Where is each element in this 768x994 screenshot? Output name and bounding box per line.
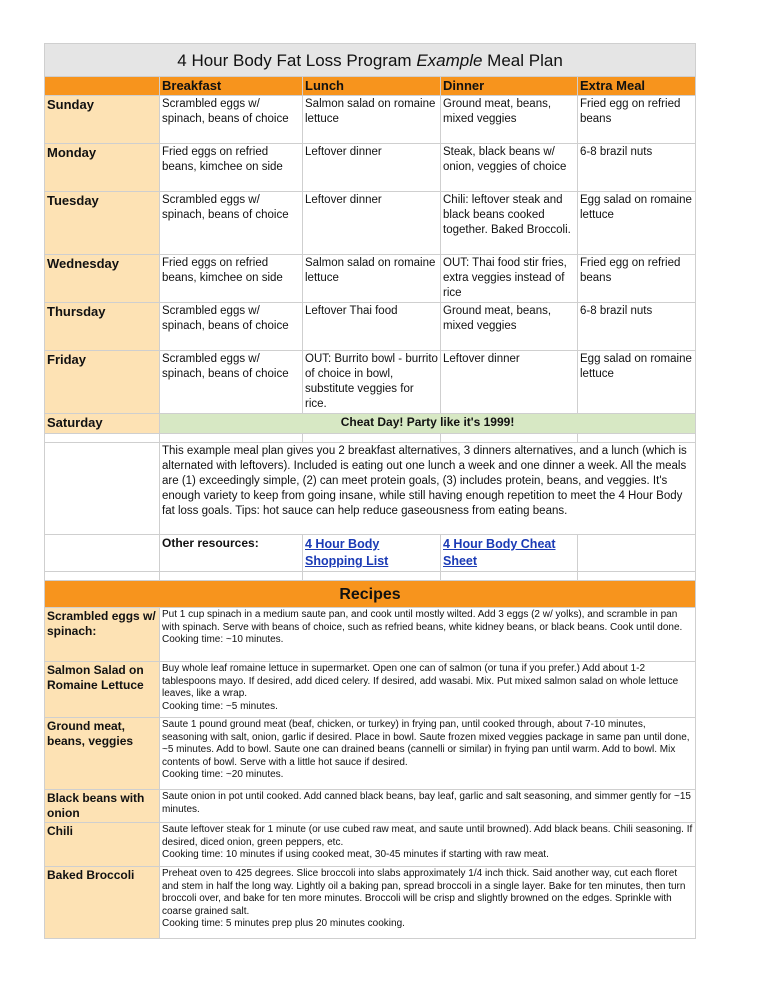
header-breakfast: Breakfast — [160, 77, 303, 96]
cheat-sheet-link[interactable]: 4 Hour Body Cheat Sheet — [443, 537, 556, 568]
lunch-cell: Leftover Thai food — [303, 303, 441, 351]
day-label: Friday — [45, 351, 160, 414]
recipe-name: Chili — [45, 823, 160, 867]
lunch-cell: Leftover dinner — [303, 144, 441, 192]
day-row-monday — [45, 144, 696, 192]
day-label: Saturday — [45, 414, 160, 434]
dinner-cell: Steak, black beans w/ onion, veggies of choice — [441, 144, 578, 192]
breakfast-cell: Scrambled eggs w/ spinach, beans of choice — [160, 192, 303, 255]
note-row — [45, 443, 696, 535]
resources-empty-cell — [578, 535, 696, 572]
lunch-cell: Salmon salad on romaine lettuce — [303, 96, 441, 144]
extra-meal-cell: Fried egg on refried beans — [578, 255, 696, 303]
recipe-name: Salmon Salad on Romaine Lettuce — [45, 662, 160, 718]
recipe-row — [45, 867, 696, 939]
recipe-cooking-time: Cooking time: ~20 minutes. — [162, 769, 284, 781]
recipe-row — [45, 608, 696, 662]
breakfast-cell: Fried eggs on refried beans, kimchee on side — [160, 144, 303, 192]
recipe-row — [45, 823, 696, 867]
recipe-row — [45, 790, 696, 823]
extra-meal-cell: 6-8 brazil nuts — [578, 144, 696, 192]
recipe-instructions — [160, 662, 696, 718]
day-row-wednesday — [45, 255, 696, 303]
recipe-instructions — [160, 608, 696, 662]
recipe-instructions — [160, 790, 696, 823]
lunch-cell: Salmon salad on romaine lettuce — [303, 255, 441, 303]
meal-plan-table — [44, 43, 696, 939]
recipes-title: Recipes — [45, 581, 696, 608]
day-row-friday — [45, 351, 696, 414]
recipe-text: Saute leftover steak for 1 minute (or use cubed raw meat, and saute until browned). Add black beans. Chili seasoning. If desired, diced onion, green peppers, etc. — [162, 824, 693, 848]
extra-meal-cell: 6-8 brazil nuts — [578, 303, 696, 351]
header-dinner: Dinner — [441, 77, 578, 96]
other-resources-label: Other resources: — [160, 535, 303, 572]
recipe-name: Scrambled eggs w/ spinach: — [45, 608, 160, 662]
shopping-list-link[interactable]: 4 Hour Body Shopping List — [305, 537, 389, 568]
recipe-text: Saute 1 pound ground meat (beaf, chicken, or turkey) in frying pan, until cooked through, about 7-10 minutes, seasoning with salt, onion, garlic if desired. Place in bowl. Saute frozen mixed veggies package in same pan until done, ~5 minutes. Add to bowl. Saute one can drained beans (cannelli or similar) in frying pan until warm. Add to bowl. Mix contents of bowl. Serve with a little hot sauce if desired. — [162, 719, 690, 768]
cheat-day-banner: Cheat Day! Party like it's 1999! — [160, 414, 696, 434]
recipe-instructions — [160, 823, 696, 867]
recipe-name: Black beans with onion — [45, 790, 160, 823]
resource-cell — [441, 535, 578, 572]
recipe-instructions — [160, 718, 696, 790]
resources-empty-cell — [45, 535, 160, 572]
recipe-cooking-time: Cooking time: 5 minutes prep plus 20 minutes cooking. — [162, 918, 405, 930]
dinner-cell: Ground meat, beans, mixed veggies — [441, 303, 578, 351]
day-label: Tuesday — [45, 192, 160, 255]
header-corner — [45, 77, 160, 96]
page-title: 4 Hour Body Fat Loss Program Example Meal Plan — [45, 44, 696, 77]
resource-cell — [303, 535, 441, 572]
spacer-row — [45, 572, 696, 581]
note-label-cell — [45, 443, 160, 535]
recipe-text: Saute onion in pot until cooked. Add canned black beans, bay leaf, garlic and salt seasoning, and simmer gently for ~15 minutes. — [162, 791, 691, 815]
resources-row — [45, 535, 696, 572]
breakfast-cell: Fried eggs on refried beans, kimchee on side — [160, 255, 303, 303]
day-row-tuesday — [45, 192, 696, 255]
recipe-cooking-time: Cooking time: 10 minutes if using cooked meat, 30-45 minutes if starting with raw meat. — [162, 849, 549, 861]
recipe-cooking-time: Cooking time: ~10 minutes. — [162, 634, 284, 646]
dinner-cell: Ground meat, beans, mixed veggies — [441, 96, 578, 144]
recipe-instructions — [160, 867, 696, 939]
day-row-saturday — [45, 414, 696, 434]
dinner-cell: OUT: Thai food stir fries, extra veggies instead of rice — [441, 255, 578, 303]
day-label: Wednesday — [45, 255, 160, 303]
recipe-text: Put 1 cup spinach in a medium saute pan, and cook until mostly wilted. Add 3 eggs (2 w/ yolks), and scramble in pan with spinach. Serve with beans of choice, such as refried beans, white kidney beans, or black beans. Cook until done. — [162, 609, 683, 633]
breakfast-cell: Scrambled eggs w/ spinach, beans of choice — [160, 303, 303, 351]
extra-meal-cell: Fried egg on refried beans — [578, 96, 696, 144]
recipes-header-row — [45, 581, 696, 608]
lunch-cell: OUT: Burrito bowl - burrito of choice in bowl, substitute veggies for rice. — [303, 351, 441, 414]
day-label: Thursday — [45, 303, 160, 351]
header-lunch: Lunch — [303, 77, 441, 96]
dinner-cell: Chili: leftover steak and black beans cooked together. Baked Broccoli. — [441, 192, 578, 255]
recipe-row — [45, 718, 696, 790]
recipe-text: Buy whole leaf romaine lettuce in supermarket. Open one can of salmon (or tuna if you prefer.) Add about 1-2 tablespoons mayo. If desired, add diced celery. If desired, add wasabi. Mix. Put mixed salmon salad on whole lettuce leaves, like a wrap. — [162, 663, 679, 700]
breakfast-cell: Scrambled eggs w/ spinach, beans of choice — [160, 96, 303, 144]
recipe-text: Preheat oven to 425 degrees. Slice broccoli into slabs approximately 1/4 inch thick. Said another way, cut each floret and stem in half the long way. Lightly oil a baking pan, spread broccoli in a single layer. Bake for ten minutes, then turn broccoli over, and bake for ten more minutes. Broccoli will be crisp and slightly browned on the edges. Sprinkle with coarse grained salt. — [162, 868, 686, 917]
extra-meal-cell: Egg salad on romaine lettuce — [578, 351, 696, 414]
spacer-row — [45, 434, 696, 443]
meal-plan-sheet — [44, 43, 695, 939]
extra-meal-cell: Egg salad on romaine lettuce — [578, 192, 696, 255]
day-row-thursday — [45, 303, 696, 351]
lunch-cell: Leftover dinner — [303, 192, 441, 255]
breakfast-cell: Scrambled eggs w/ spinach, beans of choice — [160, 351, 303, 414]
column-header-row — [45, 77, 696, 96]
recipe-name: Baked Broccoli — [45, 867, 160, 939]
meal-plan-note: This example meal plan gives you 2 breakfast alternatives, 3 dinners alternatives, and a lunch (which is alternated with leftovers). Included is eating out one lunch a week and one dinner a week. All the meals are (1) exceedingly simple, (2) can meet protein goals, (3) includes protein, beans, and veggies. It's enough variety to keep from going insane, while still having enough repetition to meet the 4 Hour Body fat loss goals. Tips: hot sauce can help reduce gaseousness from eating beans. — [160, 443, 696, 535]
recipe-name: Ground meat, beans, veggies — [45, 718, 160, 790]
day-label: Sunday — [45, 96, 160, 144]
recipe-cooking-time: Cooking time: ~5 minutes. — [162, 700, 278, 712]
dinner-cell: Leftover dinner — [441, 351, 578, 414]
day-row-sunday — [45, 96, 696, 144]
day-label: Monday — [45, 144, 160, 192]
recipe-row — [45, 662, 696, 718]
header-extra-meal: Extra Meal — [578, 77, 696, 96]
